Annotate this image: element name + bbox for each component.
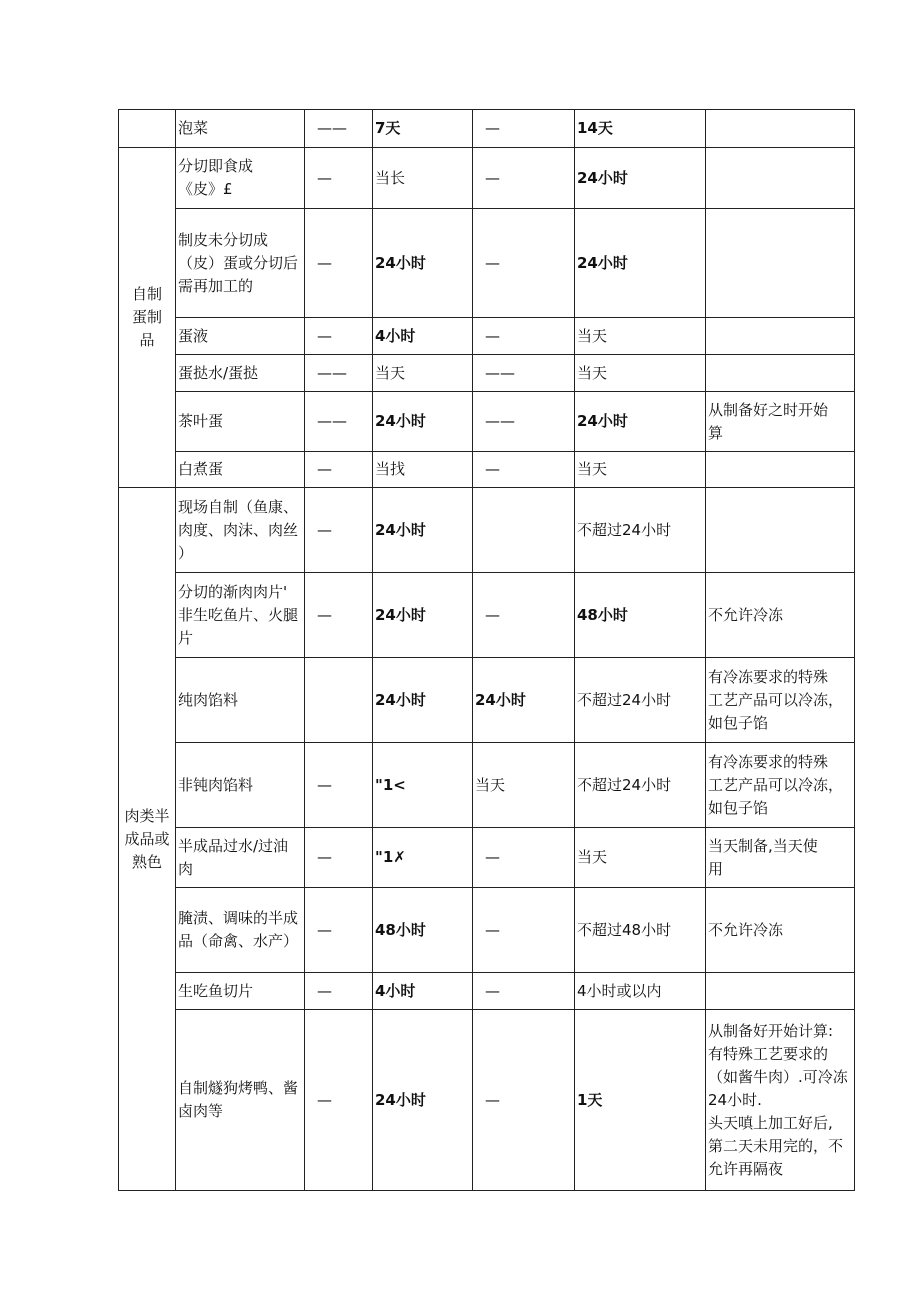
item-cell: 自制燧狗烤鸭、酱 卤肉等 xyxy=(176,1010,305,1191)
table-row xyxy=(119,973,855,1010)
value-cell: — xyxy=(473,973,575,1010)
value-cell: 24小时 xyxy=(373,1010,473,1191)
item-cell: 非钝肉馅料 xyxy=(176,743,305,828)
value-cell: 1天 xyxy=(575,1010,706,1191)
value-cell: 48小时 xyxy=(575,573,706,658)
note-cell: 从制备好开始计算: 有特殊工艺要求的 （如酱牛肉）.可冷冻 24小时. 头天嗔上加工好后, 第二天未用完的，不 允许再隔夜 xyxy=(706,1010,855,1191)
value-cell: 48小时 xyxy=(373,888,473,973)
value-cell: —— xyxy=(473,355,575,392)
value-cell xyxy=(305,658,373,743)
value-cell: 24小时 xyxy=(473,658,575,743)
item-cell: 制皮未分切成 （皮）蛋或分切后 需再加工的 xyxy=(176,209,305,318)
item-cell: 腌渍、调味的半成 品（命禽、水产） xyxy=(176,888,305,973)
note-cell xyxy=(706,488,855,573)
value-cell: 24小时 xyxy=(373,392,473,452)
value-cell: 当天 xyxy=(373,355,473,392)
note-cell: 不允许冷冻 xyxy=(706,573,855,658)
value-cell: 当天 xyxy=(575,318,706,355)
note-cell xyxy=(706,355,855,392)
value-cell: 当天 xyxy=(575,452,706,488)
value-cell: 不超过48小时 xyxy=(575,888,706,973)
value-cell: 7天 xyxy=(373,110,473,148)
value-cell: — xyxy=(473,452,575,488)
note-cell xyxy=(706,209,855,318)
value-cell: 当找 xyxy=(373,452,473,488)
item-cell: 蛋挞水/蛋挞 xyxy=(176,355,305,392)
value-cell: "1< xyxy=(373,743,473,828)
value-cell: — xyxy=(305,888,373,973)
item-cell: 分切的渐肉肉片' 非生吃鱼片、火腿 片 xyxy=(176,573,305,658)
category-cell-empty xyxy=(119,110,176,148)
table-row xyxy=(119,392,855,452)
category-cell-egg: 自制 蛋制 品 xyxy=(119,148,176,488)
value-cell: 24小时 xyxy=(373,658,473,743)
value-cell: — xyxy=(473,148,575,209)
value-cell: 当天 xyxy=(575,828,706,888)
item-cell: 现场自制（鱼康、 肉度、肉沫、肉丝 ） xyxy=(176,488,305,573)
value-cell: 24小时 xyxy=(373,209,473,318)
value-cell: —— xyxy=(305,110,373,148)
value-cell: 4小时 xyxy=(373,318,473,355)
table-row xyxy=(119,488,855,573)
table-row xyxy=(119,573,855,658)
note-cell: 当天制备,当天使 用 xyxy=(706,828,855,888)
table-row xyxy=(119,452,855,488)
note-cell xyxy=(706,110,855,148)
value-cell: — xyxy=(305,452,373,488)
value-cell: 不超过24小时 xyxy=(575,743,706,828)
value-cell: 4小时或以内 xyxy=(575,973,706,1010)
value-cell: — xyxy=(305,1010,373,1191)
note-cell xyxy=(706,318,855,355)
value-cell: 当长 xyxy=(373,148,473,209)
value-cell: 24小时 xyxy=(575,148,706,209)
table-row xyxy=(119,209,855,318)
value-cell: 不超过24小时 xyxy=(575,658,706,743)
value-cell: — xyxy=(305,828,373,888)
table-row xyxy=(119,355,855,392)
item-cell: 蛋液 xyxy=(176,318,305,355)
value-cell: 不超过24小时 xyxy=(575,488,706,573)
item-cell: 纯肉馅料 xyxy=(176,658,305,743)
item-cell: 白煮蛋 xyxy=(176,452,305,488)
note-cell xyxy=(706,148,855,209)
table-row xyxy=(119,828,855,888)
value-cell: — xyxy=(473,110,575,148)
value-cell: —— xyxy=(305,392,373,452)
value-cell: — xyxy=(473,828,575,888)
note-cell xyxy=(706,452,855,488)
table-row xyxy=(119,148,855,209)
item-cell: 生吃鱼切片 xyxy=(176,973,305,1010)
table-row xyxy=(119,888,855,973)
value-cell: — xyxy=(473,573,575,658)
note-cell: 有冷冻要求的特殊 工艺产品可以冷冻， 如包子馅 xyxy=(706,658,855,743)
table-row xyxy=(119,1010,855,1191)
item-cell: 分切即食成 《皮》£ xyxy=(176,148,305,209)
note-cell: 不允许冷冻 xyxy=(706,888,855,973)
note-cell: 有冷冻要求的特殊 工艺产品可以冷冻， 如包子馅 xyxy=(706,743,855,828)
value-cell: — xyxy=(473,888,575,973)
value-cell: 当天 xyxy=(575,355,706,392)
value-cell: — xyxy=(305,743,373,828)
value-cell: — xyxy=(473,209,575,318)
table-row xyxy=(119,658,855,743)
value-cell: — xyxy=(473,318,575,355)
value-cell: — xyxy=(305,148,373,209)
category-cell-meat: 肉类半 成品或 熟色 xyxy=(119,488,176,1191)
item-cell: 半成品过水/过油 肉 xyxy=(176,828,305,888)
value-cell: — xyxy=(305,318,373,355)
value-cell: — xyxy=(305,209,373,318)
note-cell xyxy=(706,973,855,1010)
food-storage-table xyxy=(118,109,855,1191)
value-cell: — xyxy=(305,573,373,658)
table-row xyxy=(119,743,855,828)
note-cell: 从制备好之时开始 算 xyxy=(706,392,855,452)
table-row xyxy=(119,110,855,148)
table-row xyxy=(119,318,855,355)
value-cell: —— xyxy=(473,392,575,452)
value-cell: 14天 xyxy=(575,110,706,148)
value-cell: "1✗ xyxy=(373,828,473,888)
value-cell: 24小时 xyxy=(575,392,706,452)
value-cell: —— xyxy=(305,355,373,392)
value-cell xyxy=(473,488,575,573)
value-cell: — xyxy=(305,488,373,573)
value-cell: — xyxy=(305,973,373,1010)
item-cell: 泡菜 xyxy=(176,110,305,148)
value-cell: 4小时 xyxy=(373,973,473,1010)
value-cell: 24小时 xyxy=(373,573,473,658)
value-cell: — xyxy=(473,1010,575,1191)
value-cell: 24小时 xyxy=(373,488,473,573)
item-cell: 茶叶蛋 xyxy=(176,392,305,452)
value-cell: 24小时 xyxy=(575,209,706,318)
value-cell: 当天 xyxy=(473,743,575,828)
